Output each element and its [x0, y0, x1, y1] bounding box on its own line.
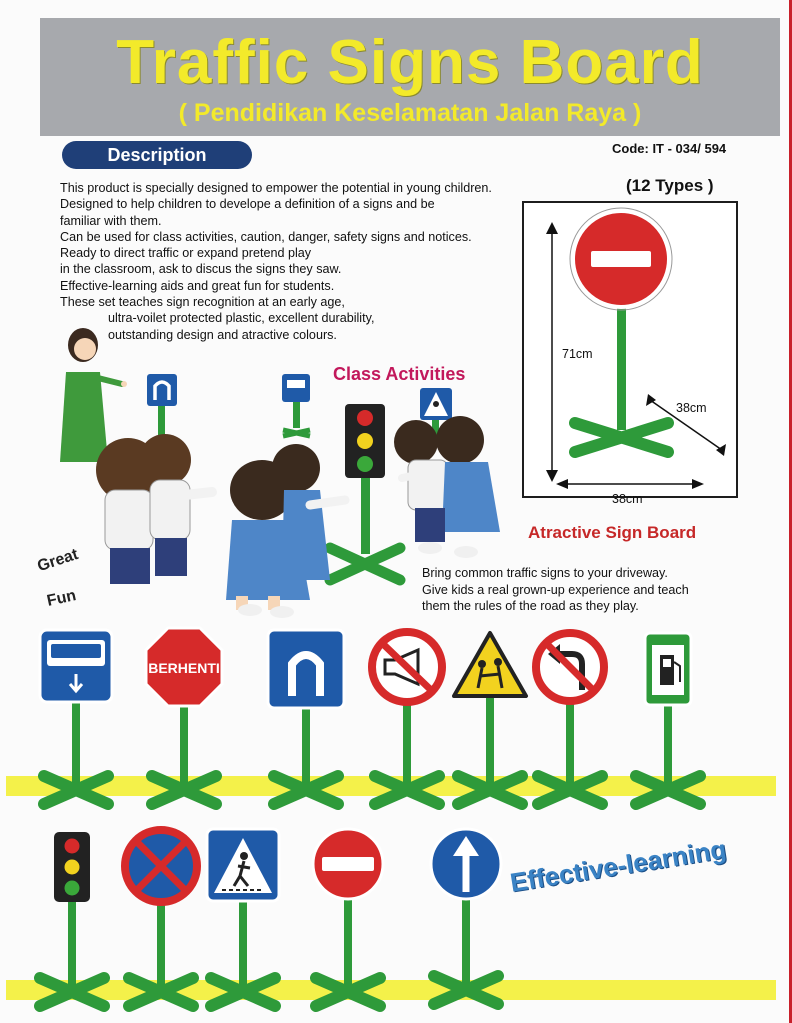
- no-entry-sign: [313, 829, 383, 1006]
- description-line: Ready to direct traffic or expand pretend play: [60, 246, 312, 261]
- no-horn-sign: [372, 632, 442, 804]
- scene-uturn-sign: [147, 374, 177, 435]
- class-activities-title: Class Activities: [333, 364, 466, 384]
- bring-line: Bring common traffic signs to your driveway.: [422, 566, 668, 580]
- product-code: Code: IT - 034/ 594: [612, 141, 727, 156]
- children-illustration: [96, 416, 500, 618]
- sample-caption: Atractive Sign Board: [528, 523, 697, 542]
- description-line: Can be used for class activities, caution, danger, safety signs and notices.: [60, 229, 472, 244]
- no-left-turn-sign: [536, 633, 604, 804]
- width-dimension: 38cm: [612, 492, 643, 506]
- petrol-station-sign: [636, 633, 700, 804]
- description-line: familiar with them.: [60, 213, 162, 228]
- pedestrian-crossing-sign: [207, 829, 279, 1006]
- description-line: Designed to help children to develope a definition of a signs and be: [60, 197, 435, 212]
- fun-label: Fun: [45, 587, 78, 610]
- bring-line: them the rules of the road as they play.: [422, 599, 639, 613]
- bring-line: Give kids a real grown-up experience and teach: [422, 582, 689, 597]
- description-line: These set teaches sign recognition at an early age,: [60, 295, 345, 310]
- height-dimension: 71cm: [562, 347, 593, 361]
- sample-sign-illustration: [546, 208, 726, 489]
- ahead-only-sign: [431, 829, 501, 1004]
- effective-learning-label: Effective-learning: [508, 833, 729, 898]
- berhenti-stop-sign: [146, 628, 222, 804]
- scene-bus-sign: [282, 374, 310, 436]
- page-subtitle: ( Pendidikan Keselamatan Jalan Raya ): [178, 99, 642, 127]
- bus-stop-sign: [40, 630, 112, 804]
- traffic-light-sign: [40, 832, 104, 1006]
- description-line: Effective-learning aids and great fun for students.: [60, 278, 335, 293]
- description-line: ultra-voilet protected plastic, excellent durability,: [108, 311, 375, 326]
- description-line: This product is specially designed to empower the potential in young children.: [60, 181, 492, 195]
- description-line: in the classroom, ask to discus the signs they saw.: [60, 262, 342, 277]
- description-line: outstanding design and atractive colours.: [108, 327, 337, 342]
- depth-dimension: 38cm: [676, 401, 707, 415]
- types-count: (12 Types ): [626, 176, 714, 195]
- great-label: Great: [35, 546, 81, 576]
- description-label: Description: [62, 141, 252, 169]
- no-stopping-sign: [125, 830, 197, 1006]
- uturn-sign: [268, 630, 344, 804]
- page-title: Traffic Signs Board: [116, 28, 704, 97]
- children-crossing-sign: [454, 633, 526, 804]
- scene-traffic-light: [330, 404, 400, 580]
- berhenti-text: BERHENTI: [148, 660, 220, 676]
